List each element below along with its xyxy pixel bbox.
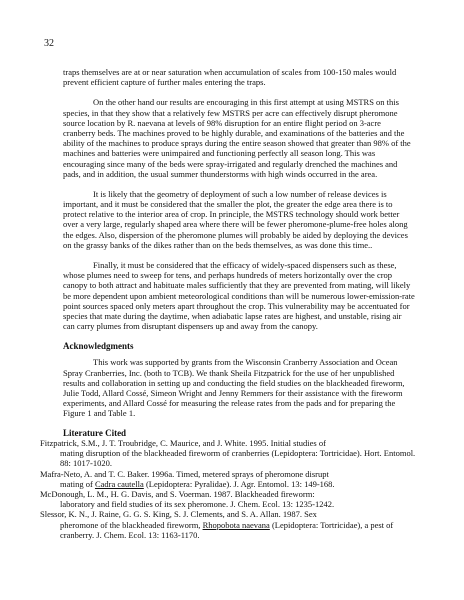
reference-item xyxy=(40,489,420,509)
reference-line: Fitzpatrick, S.M., J. T. Troubridge, C. Maurice, and J. White. 1995. Initial studies of xyxy=(40,438,326,448)
species-name: Cadra cautella xyxy=(94,478,144,489)
acknowledgments-heading: Acknowledgments xyxy=(63,341,134,352)
reference-line: Slessor, K. N., J. Raine, G. G. S. King, S. J. Clements, and S. A. Allan. 1987. Sex xyxy=(40,509,317,520)
reference-list xyxy=(40,438,420,540)
page-number: 32 xyxy=(44,38,54,49)
reference-item xyxy=(40,509,420,540)
reference-continuation xyxy=(40,479,420,489)
species-name: Rhopobota naevana xyxy=(202,519,270,530)
body-text xyxy=(63,67,415,444)
paragraph-3: It is likely that the geometry of deployment of such a low number of release devices is important, and it must be considered that the smaller the plot, the greater the edge area there is to protect relative to the interior area of crop. In principle, the MSTRS technology should work better over a very large, regularly shaped area where there will be fewer pheromone-plume-free holes along the edges. Also, dispersion of the pheromone plumes will probably be aided by deploying the devices on the grassy banks of the dikes rather than on the beds themselves, as was done this time.. xyxy=(63,188,408,250)
paragraph-1: traps themselves are at or near saturation when accumulation of scales from 100-150 males would prevent efficient capture of further males entering the traps. xyxy=(63,67,397,88)
reference-line: McDonough, L. M., H. G. Davis, and S. Voerman. 1987. Blackheaded fireworm: xyxy=(40,488,315,499)
acknowledgments-text: This work was supported by grants from the Wisconsin Cranberry Association and Ocean Spray Cranberries, Inc. (both to TCB). We thank Sheila Fitzpatrick for the use of her unpublished results and collaboration in setting up and conducting the field studies on the blackheaded fireworm, Julie Todd, Allard Cossé, Simeon Wright and Jenny Remmers for their assistance with the fireworm experiments, and Allard Cossé for measuring the release rates from the pads and for preparing the Figure 1 and Table 1. xyxy=(63,357,405,419)
reference-text: pheromone of the blackheaded fireworm, xyxy=(60,519,203,530)
reference-text: (Lepidoptera: Pyralidae). J. Agr. Entomol. 13: 149-168. xyxy=(143,478,335,489)
reference-continuation xyxy=(40,520,420,540)
reference-continuation: mating disruption of the blackheaded fireworm of cranberries (Lepidoptera: Tortricidae). Hort. Entomol. 88: 1017-1020. xyxy=(60,448,416,469)
reference-continuation: laboratory and field studies of its sex pheromone. J. Chem. Ecol. 13: 1235-1242. xyxy=(60,499,335,510)
reference-text: mating of xyxy=(60,478,95,489)
reference-item xyxy=(40,469,420,489)
literature-heading: Literature Cited xyxy=(63,428,127,439)
reference-line: Mafra-Neto, A. and T. C. Baker. 1996a. Timed, metered sprays of pheromone disrupt xyxy=(40,468,329,479)
reference-text: (Lepidoptera: Tortricidae), a pest of cranberry. J. Chem. Ecol. 13: 1163-1170. xyxy=(60,519,394,540)
paragraph-4: Finally, it must be considered that the efficacy of widely-spaced dispensers such as these, whose plumes need to sweep for tens, and perhaps hundreds of meters horizontally over the crop canopy to both attract and habituate males sufficiently that they are prevented from mating, will likely be more dependent upon ambient meteorological conditions than will be numerous lower-emission-rate point sources spaced only meters apart throughout the crop. This vulnerability may be accentuated for species that mate during the daytime, when adiabatic lapse rates are highest, and unstable, rising air can carry plumes from disruptant dispensers up and away from the canopy. xyxy=(63,260,415,332)
paragraph-2: On the other hand our results are encouraging in this first attempt at using MSTRS on this species, in that they show that a relatively few MSTRS per acre can effectively disrupt pheromone source location by R. naevana at levels of 98% disruption for an entire flight period on 3-acre cranberry beds. The machines proved to be highly durable, and examinations of the batteries and the ability of the machines to produce sprays during the entire season showed that greater than 98% of the machines and batteries were unimpaired and functioning perfectly all season long. This was encouraging since many of the beds were spray-irrigated and regularly drenched the machines and pads, and in addition, the usual summer thunderstorms with high winds occurred in the area. xyxy=(63,97,411,179)
reference-item xyxy=(40,438,420,469)
